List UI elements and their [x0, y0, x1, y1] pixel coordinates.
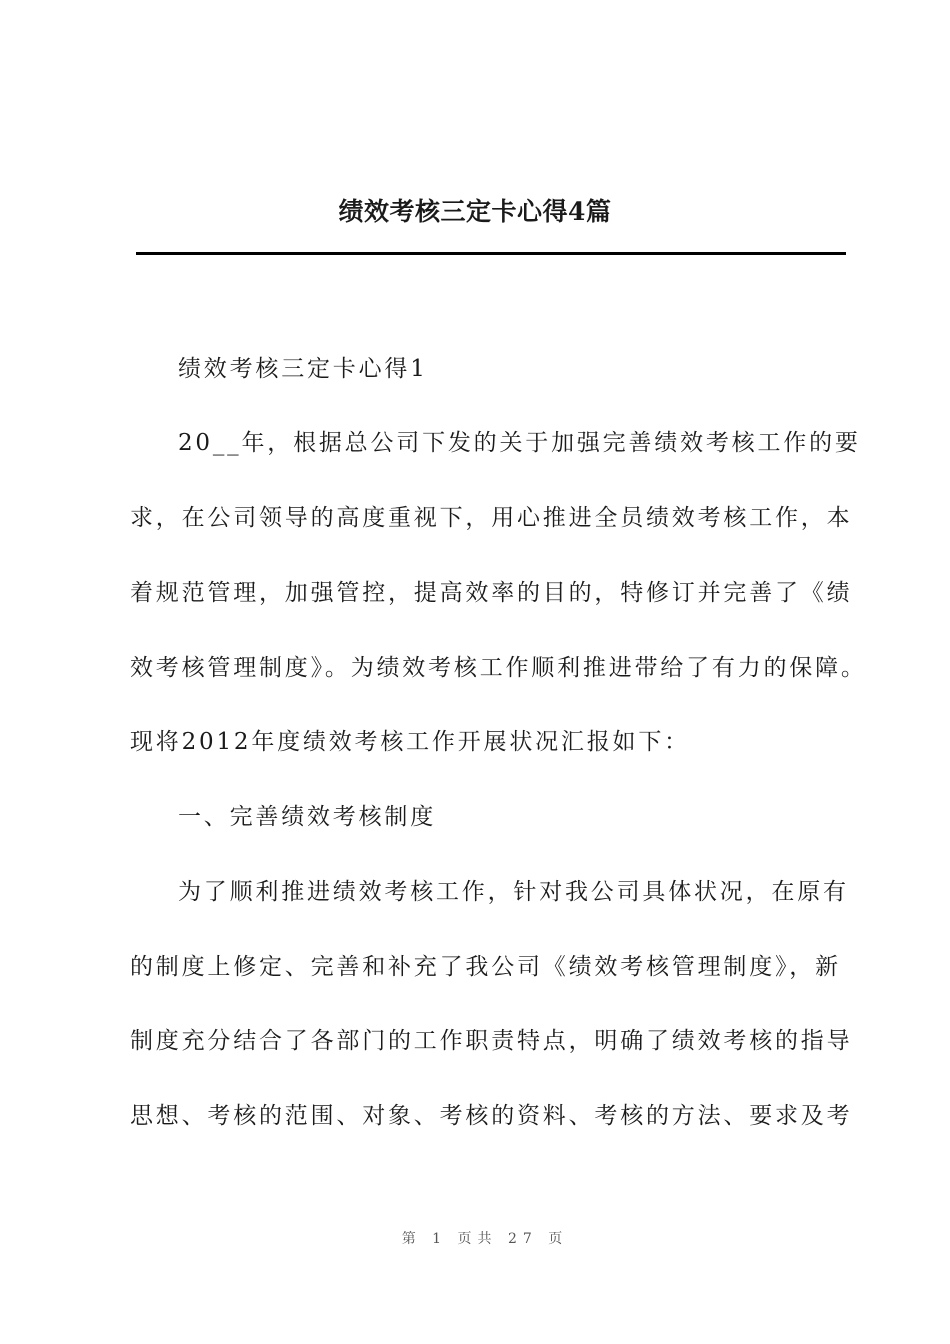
body-text-line: 现将2012年度绩效考核工作开展状况汇报如下：: [130, 729, 690, 755]
page-number-footer: 第 1 页共 27 页: [401, 1231, 569, 1247]
body-text-line: 的制度上修定、完善和补充了我公司《绩效考核管理制度》，新: [130, 954, 841, 980]
body-text-line: 思想、考核的范围、对象、考核的资料、考核的方法、要求及考: [130, 1103, 853, 1129]
body-text-line: 效考核管理制度》。为绩效考核工作顺利推进带给了有力的保障。: [130, 655, 867, 681]
body-text-line: 20__年，根据总公司下发的关于加强完善绩效考核工作的要: [178, 430, 861, 456]
subsection-heading: 一、完善绩效考核制度: [178, 804, 436, 830]
section-heading: 绩效考核三定卡心得1: [178, 356, 428, 382]
body-text-line: 为了顺利推进绩效考核工作，针对我公司具体状况，在原有: [178, 879, 849, 905]
title-underline-divider: [136, 252, 846, 255]
document-title: 绩效考核三定卡心得4篇: [338, 197, 612, 226]
body-text-line: 制度充分结合了各部门的工作职责特点，明确了绩效考核的指导: [130, 1028, 853, 1054]
body-text-line: 着规范管理，加强管控，提高效率的目的，特修订并完善了《绩: [130, 580, 853, 606]
body-text-line: 求，在公司领导的高度重视下，用心推进全员绩效考核工作，本: [130, 505, 853, 531]
